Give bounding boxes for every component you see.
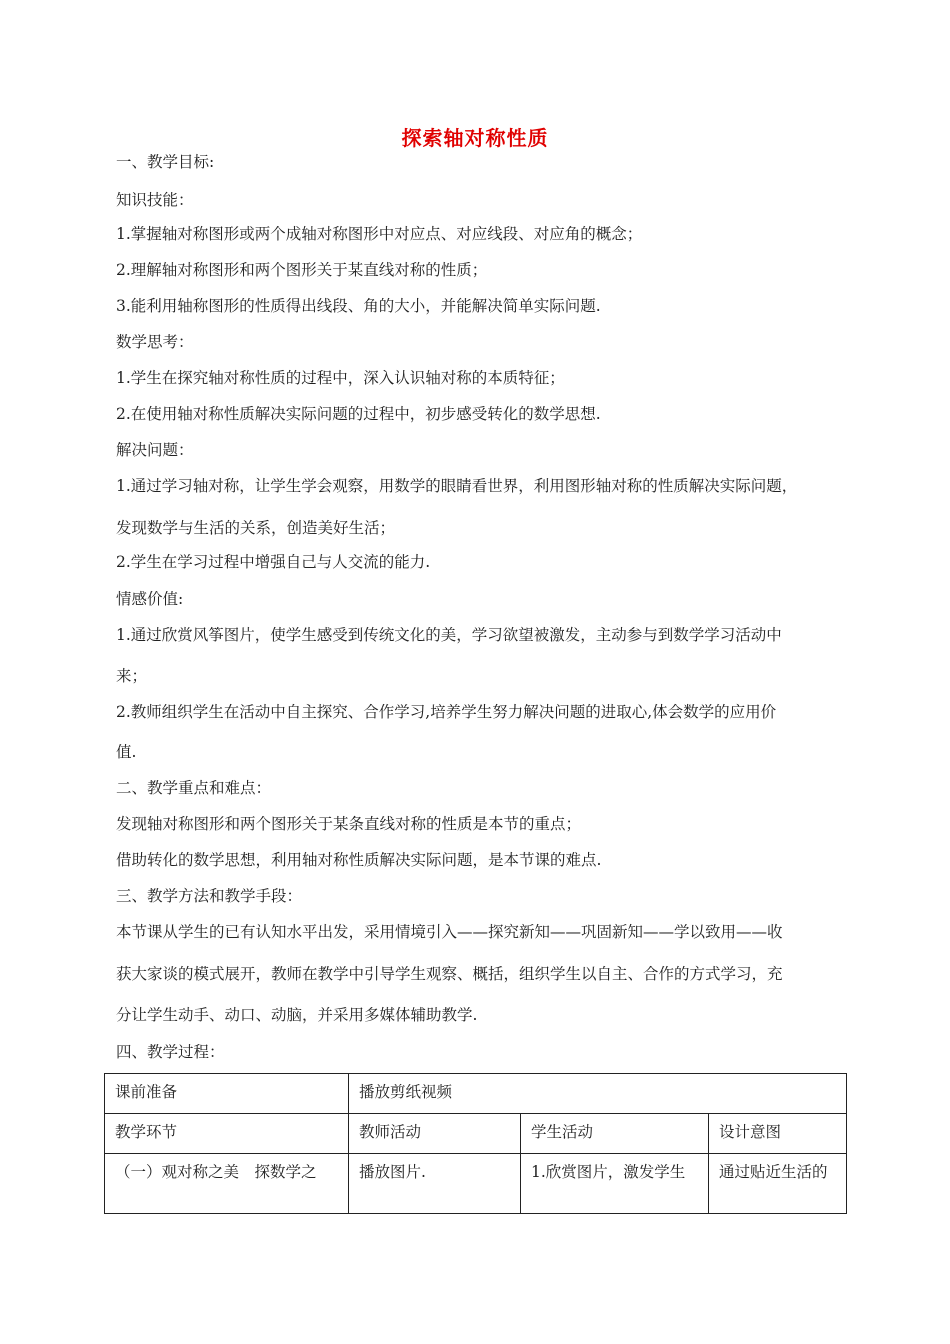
paragraph-line: 获大家谈的模式展开，教师在教学中引导学生观察、概括，组织学生以自主、合作的方式学习，充 — [116, 965, 783, 983]
subheading-knowledge: 知识技能： — [116, 191, 194, 209]
table-cell: 播放图片. — [349, 1154, 521, 1214]
paragraph-line: 本节课从学生的已有认知水平出发，采用情境引入——探究新知——巩固新知——学以致用——收 — [116, 923, 783, 941]
paragraph-line: 2.理解轴对称图形和两个图形关于某直线对称的性质； — [116, 261, 488, 279]
paragraph-line: 借助转化的数学思想，利用轴对称性质解决实际问题，是本节课的难点. — [116, 851, 602, 869]
table-header-row — [105, 1114, 847, 1154]
table-cell: 播放剪纸视频 — [349, 1074, 847, 1114]
table-cell: （一）观对称之美 探数学之 — [105, 1154, 349, 1214]
paragraph-line: 发现轴对称图形和两个图形关于某条直线对称的性质是本节的重点； — [116, 815, 582, 833]
table-row — [105, 1074, 847, 1114]
paragraph-line: 来； — [116, 667, 148, 685]
table-cell: 通过贴近生活的 — [709, 1154, 847, 1214]
paragraph-line: 2.在使用轴对称性质解决实际问题的过程中，初步感受转化的数学思想. — [116, 405, 601, 423]
document-title: 探索轴对称性质 — [401, 126, 549, 150]
paragraph-line: 1.通过欣赏风筝图片，使学生感受到传统文化的美，学习欲望被激发，主动参与到数学学习活动中 — [116, 626, 782, 644]
paragraph-line: 分让学生动手、动口、动脑，并采用多媒体辅助教学. — [116, 1006, 478, 1024]
paragraph-line: 发现数学与生活的关系，创造美好生活； — [116, 519, 396, 537]
paragraph-line: 2.教师组织学生在活动中自主探究、合作学习,培养学生努力解决问题的进取心,体会数学的应用价 — [116, 703, 777, 721]
paragraph-line: 1.学生在探究轴对称性质的过程中，深入认识轴对称的本质特征； — [116, 369, 565, 387]
section-heading-process: 四、教学过程： — [116, 1043, 225, 1061]
paragraph-line: 2.学生在学习过程中增强自己与人交流的能力. — [116, 553, 431, 571]
section-heading-methods: 三、教学方法和教学手段： — [116, 887, 303, 905]
paragraph-line: 3.能利用轴称图形的性质得出线段、角的大小，并能解决简单实际问题. — [116, 297, 601, 315]
paragraph-line: 1.掌握轴对称图形或两个成轴对称图形中对应点、对应线段、对应角的概念； — [116, 225, 643, 243]
paragraph-line: 1.通过学习轴对称，让学生学会观察，用数学的眼睛看世界，利用图形轴对称的性质解决实际问题， — [116, 477, 798, 495]
section-heading-goals: 一、教学目标: — [116, 153, 215, 171]
subheading-values: 情感价值: — [116, 590, 184, 608]
table-row — [105, 1154, 847, 1214]
table-cell: 课前准备 — [105, 1074, 349, 1114]
subheading-problem-solving: 解决问题： — [116, 441, 194, 459]
subheading-thinking: 数学思考： — [116, 333, 194, 351]
teaching-process-table — [104, 1073, 847, 1214]
table-header-cell: 设计意图 — [709, 1114, 847, 1154]
section-heading-key-points: 二、教学重点和难点： — [116, 779, 272, 797]
table-cell: 1.欣赏图片，激发学生 — [521, 1154, 709, 1214]
table-header-cell: 学生活动 — [521, 1114, 709, 1154]
table-header-cell: 教学环节 — [105, 1114, 349, 1154]
table-header-cell: 教师活动 — [349, 1114, 521, 1154]
paragraph-line: 值. — [116, 743, 137, 761]
